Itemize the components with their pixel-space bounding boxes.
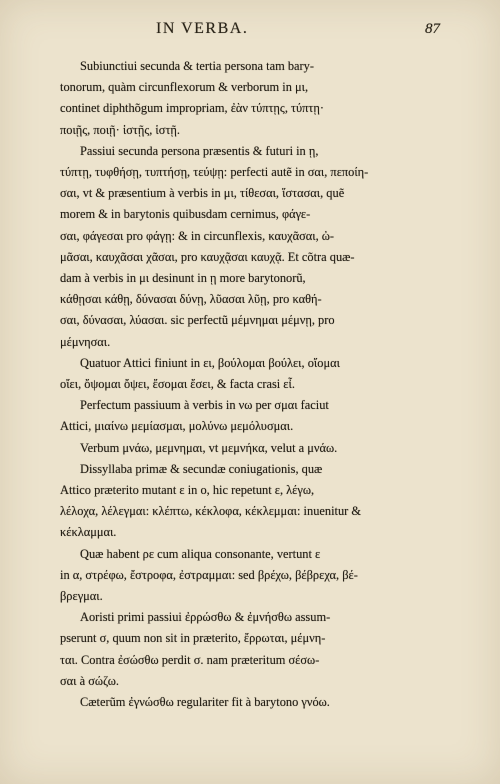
paragraph	[40, 607, 440, 692]
text-line: τύπτῃ, τυφθήσῃ, τυπτήσῃ, τεύψῃ: perfecti autẽ in σαι, πεποίη-	[60, 165, 369, 180]
text-line: Aoristi primi passiui ἐρρώσθω & ἐμνήσθω assum-	[80, 610, 331, 625]
text-line: λέλοχα, λέλεγμαι: κλέπτω, κέκλοφα, κέκλεμμαι: inuenitur &	[60, 504, 362, 519]
paragraph	[40, 395, 440, 437]
text-line: κέκλαμμαι.	[60, 525, 117, 540]
text-line: Subiunctiui secunda & tertia persona tam bary-	[80, 59, 314, 73]
text-line: continet diphthõgum impropriam, ἐὰν τύπτῃς, τύπτῃ·	[60, 101, 324, 116]
text-line: βρεγμαι.	[60, 589, 103, 604]
text-line: dam à verbis in μι desinunt in ῃ more barytonorũ,	[60, 271, 306, 286]
text-line: Attico præterito mutant ε in ο, hic repetunt ε, λέγω,	[60, 483, 315, 498]
text-line: Verbum μνάω, μεμνημαι, vt μεμνήκα, velut a μνάω.	[80, 440, 338, 455]
text-line: Cæterũm ἐγνώσθω regulariter fit à barytono γνόω.	[80, 695, 330, 710]
text-line: Dissyllaba primæ & secundæ coniugationis, quæ	[80, 461, 323, 476]
paragraph	[40, 459, 440, 544]
text-line: σαι, vt & præsentium à verbis in μι, τίθεσαι, ἵστασαι, quẽ	[60, 186, 345, 201]
paragraph	[40, 141, 440, 353]
paragraph	[40, 692, 440, 713]
text-line: οἴει, ὄψομαι ὄψει, ἔσομαι ἔσει, & facta crasi εἶ.	[60, 377, 295, 392]
text-line: ται. Contra ἐσώσθω perdit σ. nam præteritum σέσω-	[60, 652, 320, 667]
body-text	[40, 56, 440, 713]
paragraph	[40, 544, 440, 608]
text-line: σαι, δύνασαι, λύασαι. sic perfectũ μέμνημαι μέμνῃ, pro	[60, 313, 335, 328]
text-line: μᾶσαι, καυχᾶσαι χᾶσαι, pro καυχᾷσαι καυχᾷ. Et cõtra quæ-	[60, 249, 355, 264]
text-line: in α, στρέφω, ἔστροφα, ἐστραμμαι: sed βρέχω, βέβρεχα, βέ-	[60, 567, 358, 582]
text-line: μέμνησαι.	[60, 334, 111, 349]
text-line: morem & in barytonis quibusdam cernimus, φάγε-	[60, 207, 311, 222]
text-line: Attici, μιαίνω μεμίασμαι, μολύνω μεμόλυσμαι.	[60, 419, 294, 434]
paragraph	[40, 56, 440, 141]
running-title: IN VERBA.	[156, 20, 249, 37]
text-line: Perfectum passiuum à verbis in νω per σμαι faciut	[80, 398, 329, 413]
running-head	[150, 20, 440, 38]
paragraph	[40, 353, 440, 395]
text-line: pserunt σ, quum non sit in præterito, ἔρρωται, μέμνη-	[60, 631, 326, 646]
text-line: Quatuor Attici finiunt in ει, βούλομαι βούλει, οἴομαι	[80, 355, 340, 370]
paragraph	[40, 438, 440, 459]
text-line: σαι, φάγεσαι pro φάγῃ: & in circunflexis, καυχᾶσαι, ὠ-	[60, 228, 335, 243]
text-line: tonorum, quàm circunflexorum & verborum in μι,	[60, 80, 309, 95]
text-line: κάθῃσαι κάθῃ, δύνασαι δύνῃ, λῦασαι λῦῃ, pro καθή-	[60, 292, 322, 307]
text-line: Passiui secunda persona præsentis & futuri in ῃ,	[80, 143, 319, 158]
text-line: Quæ habent ρε cum aliqua consonante, vertunt ε	[80, 546, 321, 561]
text-line: ποιῇς, ποιῇ· ἱστῇς, ἱστῇ.	[60, 122, 180, 137]
text-line: σαι à σώζω.	[60, 673, 119, 688]
page-number: 87	[425, 21, 440, 37]
